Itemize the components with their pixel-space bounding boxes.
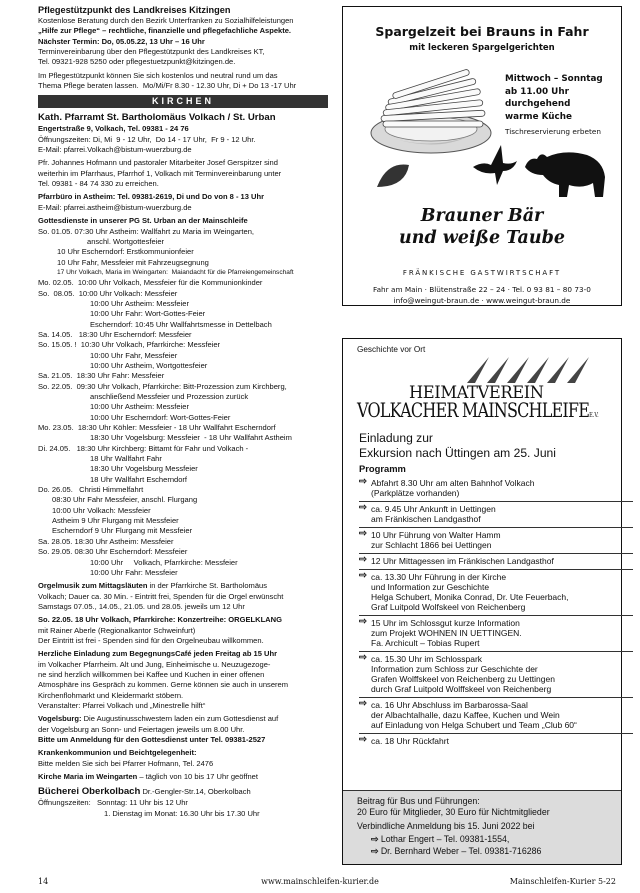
invitation-title: [359, 431, 556, 460]
invitation-line1: Einladung zur: [359, 431, 433, 445]
program-item: ⇨ ca. 16 Uhr Abschluss im Barbarossa-Saal der Albachtalhalle, dazu Kaffee, Kuchen und Wein auf Einladung von Helga Schubert und Team „Club 60“: [359, 698, 577, 730]
leaf-icon: [373, 157, 413, 197]
restaurant-address: [343, 284, 621, 306]
fee-box: [343, 790, 621, 864]
gd-line: 10 Uhr Fahr, Messfeier mit Fahrzeugsegnung: [57, 257, 209, 267]
arrow-icon: ⇨: [359, 616, 367, 627]
gd-line: 10:00 Uhr Astheim: Messfeier: [90, 402, 189, 412]
gd-line: 10:00 Uhr Volkach: Messfeier: [52, 505, 151, 515]
orgel-line: Samstags 07.05., 14.05., 21.05. und 28.05. jeweils um 12 Uhr: [38, 601, 245, 611]
arrow-icon: ⇨: [359, 570, 367, 581]
program-item: ⇨ ca. 15.30 Uhr im Schlosspark Information zum Schloss zur Geschichte der Grafen Wolffskeel von Reichenberg zu Uettingen durch Graf Luitpold Wolffskeel von Reichenberg: [359, 652, 555, 694]
restaurant-name-line1: Brauner Bär: [420, 206, 544, 226]
gd-line: Sa. 28.05. 18:30 Uhr Astheim: Messfeier: [38, 536, 174, 546]
cafe-line: Veranstalter: Pfarrei Volkach und „Minestrelle hilft“: [38, 700, 206, 710]
gd-line: So. 22.05. 09:30 Uhr Volkach, Pfarrkirche: Bitt-Prozession zum Kirchberg,: [38, 381, 287, 391]
vogelsburg-line: Die Augustinusschwestern laden ein zum Gottesdienst auf: [83, 714, 279, 724]
dove-icon: [469, 141, 519, 187]
ad-header: Geschichte vor Ort: [357, 345, 426, 354]
konzert-line: mit Rainer Aberle (Regionalkantor Schweinfurt): [38, 625, 196, 635]
konzert-line: Der Eintritt ist frei - Spenden sind für den Orgelneubau willkommen.: [38, 635, 264, 645]
gd-line: 17 Uhr Volkach, Maria im Weingarten: Maiandacht für die Pfarreiengemeinschaft: [57, 268, 294, 276]
gd-line: 10:00 Uhr Volkach, Pfarrkirche: Messfeier: [90, 557, 238, 567]
gd-line: 18 Uhr Wallfahrt Fahr: [90, 454, 162, 464]
gd-line: 10:00 Uhr Fahr: Wort-Gottes-Feier: [90, 309, 206, 319]
vogelsburg-heading: Vogelsburg:: [38, 714, 82, 724]
buecherei-line: 1. Dienstag im Monat: 16.30 Uhr bis 17.30 Uhr: [104, 808, 260, 818]
pfarramt-line: weiterhin im Pfarrhaus, Pfarrhof 1, Volkach mit Terminvereinbarung unter: [38, 168, 282, 178]
pfarramt-line: Pfr. Johannes Hofmann und pastoraler Mitarbeiter Josef Gerspitzer sind: [38, 158, 278, 168]
cafe-line: Kirchenflohmarkt und Kleidermarkt stöbern.: [38, 690, 184, 700]
gd-line: Sa. 21.05. 18:30 Uhr Fahr: Messfeier: [38, 371, 165, 381]
cafe-line: Atmosphäre ins Gespräch zu kommen. Gerne können sie auch in unserem: [38, 680, 289, 690]
gd-line: So. 08.05. 10:00 Uhr Volkach: Messfeier: [38, 288, 178, 298]
gottesdienste-heading: Gottesdienste in unserer PG St. Urban an der Mainschleife: [38, 216, 248, 226]
pfarrbuero-astheim: Pfarrbüro in Astheim: Tel. 09381-2619, Di und Do von 8 - 13 Uhr: [38, 192, 265, 202]
restaurant-tagline: FRÄNKISCHE GASTWIRTSCHAFT: [402, 269, 562, 277]
pfarrbuero-email: E-Mail: pfarrei.astheim@bistum-wuerzburg.de: [38, 202, 192, 212]
left-column: [38, 4, 328, 819]
restaurant-name-line2: und weiße Taube: [399, 228, 565, 248]
kirchen-banner: KIRCHEN: [38, 95, 328, 108]
ad-subtitle: mit leckeren Spargelgerichten: [409, 43, 555, 53]
gd-line: 10:00 Uhr Astheim: Messfeier: [90, 298, 189, 308]
arrow-icon: ⇨: [371, 834, 379, 844]
footer-url: www.mainschleifen-kurier.de: [261, 877, 379, 886]
gd-line: Di. 24.05. 18:30 Uhr Kirchberg: Bittamt für Fahr und Volkach -: [38, 443, 249, 453]
program-heading: Programm: [359, 463, 406, 474]
reservation-note: Tischreservierung erbeten: [505, 127, 601, 136]
pflege-line: Terminvereinbarung über den Pflegestützpunkt des Landkreises KT,: [38, 47, 265, 57]
arrow-icon: ⇨: [359, 528, 367, 539]
contact-item: ⇨ Lothar Engert – Tel. 09381-1554,: [371, 834, 510, 844]
program-item: ⇨ 12 Uhr Mittagessen im Fränkischen Landgasthof: [359, 554, 554, 566]
arrow-icon: ⇨: [359, 734, 367, 745]
program-item: ⇨ 10 Uhr Führung von Walter Hamm zur Schlacht 1866 bei Uettingen: [359, 528, 501, 550]
gd-line: 10:00 Uhr Fahr: Messfeier: [90, 567, 178, 577]
arrow-icon: ⇨: [359, 554, 367, 565]
deadline-text: Verbindliche Anmeldung bis 15. Juni 2022 bei: [357, 821, 535, 831]
gd-line: 10:00 Uhr Escherndorf: Wort-Gottes-Feier: [90, 412, 231, 422]
konzert-heading: So. 22.05. 18 Uhr Volkach, Pfarrkirche: Konzertreihe: ORGELKLANG: [38, 615, 282, 625]
pflege-line: Tel. 09321-928 5250 oder pflegestuetzpunkt@kitzingen.de.: [38, 57, 236, 67]
program-list: [359, 478, 617, 746]
fee-line: 20 Euro für Mitglieder, 30 Euro für Nichtmitglieder: [357, 807, 550, 817]
orgel-line: Volkach; Dauer ca. 30 Min. - Eintritt frei, Spenden für die Orgel erwünscht: [38, 591, 284, 601]
hours-line: warme Küche: [505, 111, 572, 122]
gd-line: 18 Uhr Wallfahrt Escherndorf: [90, 474, 188, 484]
buecherei-line: Öffnungszeiten: Sonntag: 11 Uhr bis 12 Uhr: [38, 798, 188, 808]
program-item: ⇨ ca. 13.30 Uhr Führung in der Kirche und Information zur Geschichte Helga Schubert, Monika Conrad, Dr. Ute Feuerbach, Graf Luitpold Wolfskeel von Reichenberg: [359, 570, 569, 612]
gd-line: So. 29.05. 08:30 Uhr Escherndorf: Messfeier: [38, 547, 188, 557]
logo-line2-text: VOLKACHER MAINSCHLEIFE: [357, 399, 590, 422]
arrow-icon: ⇨: [371, 846, 379, 856]
fee-text: [357, 796, 550, 818]
pflege-heading: Pflegestützpunkt des Landkreises Kitzingen: [38, 5, 231, 15]
pfarramt-line: Öffnungszeiten: Di, Mi 9 - 12 Uhr, Do 14 - 17 Uhr, Fr 9 - 12 Uhr.: [38, 134, 256, 144]
hours-line: ab 11.00 Uhr: [505, 86, 569, 97]
bear-icon: [519, 147, 611, 203]
maria-line: – täglich von 10 bis 17 Uhr geöffnet: [137, 772, 258, 782]
logo-line1: HEIMATVEREIN: [409, 383, 544, 402]
spargel-ad: [342, 6, 622, 306]
arrow-icon: ⇨: [359, 502, 367, 513]
contact-list: [371, 833, 541, 857]
pfarramt-address: Engertstraße 9, Volkach, Tel. 09381 - 24 76: [38, 124, 189, 134]
vogelsburg-line: Bitte um Anmeldung für den Gottesdienst unter Tel. 09381-2527: [38, 735, 266, 744]
gd-line: Do. 26.05. Christi Himmelfahrt: [38, 485, 144, 495]
gd-line: Mo. 23.05. 18:30 Uhr Köhler: Messfeier - 18 Uhr Wallfahrt Escherndorf: [38, 423, 276, 433]
invitation-line2: Exkursion nach Üttingen am 25. Juni: [359, 445, 556, 460]
opening-hours: [505, 73, 603, 139]
pfarramt-line: Tel. 09381 - 84 74 330 zu erreichen.: [38, 179, 159, 189]
program-item: ⇨ 15 Uhr im Schlossgut kurze Information zum Projekt WOHNEN IN UETTINGEN. Fa. Archicult – Tobias Rupert: [359, 616, 522, 648]
orgel-heading: Orgelmusik zum Mittagsläuten: [38, 581, 148, 591]
pflege-line: Thema Pflege beraten lassen. Mo/Mi/Fr 8.30 - 12.30 Uhr, Di + Do 13 -17 Uhr: [38, 81, 297, 91]
orgel-line: in der Pfarrkirche St. Bartholomäus: [149, 581, 268, 591]
logo-line2: [357, 399, 617, 422]
gd-line: Mo. 02.05. 10:00 Uhr Volkach, Messfeier für die Kommunionkinder: [38, 278, 263, 288]
arrow-icon: ⇨: [359, 652, 367, 663]
arrow-icon: ⇨: [359, 476, 367, 487]
gd-line: Escherndorf: 10:45 Uhr Wallfahrtsmesse in Dettelbach: [90, 319, 272, 329]
gd-line: 18:30 Uhr Vogelsburg: Messfeier - 18 Uhr Wallfahrt Astheim: [90, 433, 292, 443]
heimatverein-ad: [342, 338, 622, 865]
hours-line: Mittwoch – Sonntag: [505, 74, 603, 84]
cafe-line: im Volkacher Pfarrheim. Alt und Jung, Einheimische u. Neuzugezoge-: [38, 659, 271, 669]
footer-issue: Mainschleifen-Kurier 5-22: [509, 877, 616, 886]
address-line: Fahr am Main · Blütenstraße 22 – 24 · Tel. 0 93 81 – 80 73-0: [373, 285, 591, 294]
gd-line: Astheim 9 Uhr Flurgang mit Messfeier: [52, 516, 179, 526]
buecherei-address: Dr.-Gengler-Str.14, Oberkolbach: [140, 787, 251, 797]
fee-line: Beitrag für Bus und Führungen:: [357, 796, 480, 806]
logo-ev: E.V.: [589, 412, 599, 420]
cafe-heading: Herzliche Einladung zum BegegnungsCafé jeden Freitag ab 15 Uhr: [38, 649, 278, 659]
restaurant-name: [343, 205, 621, 249]
gd-line: So. 01.05. 07:30 Uhr Astheim: Wallfahrt zu Maria im Weingarten,: [38, 226, 255, 236]
vogelsburg-line: der Vogelsburg an Sonn- und Feiertagen jeweils um 8.00 Uhr.: [38, 724, 245, 734]
arrow-icon: ⇨: [359, 698, 367, 709]
cafe-line: ne sind herzlich willkommen bei Kaffee und Kuchen in einer offenen: [38, 669, 265, 679]
hours-line: durchgehend: [505, 99, 571, 109]
pflege-line: Kostenlose Beratung durch den Bezirk Unterfranken zu Sozialhilfeleistungen: [38, 16, 294, 25]
gd-line: 10:00 Uhr Astheim, Wortgottesfeier: [90, 360, 208, 370]
gd-line: Escherndorf 9 Uhr Flurgang mit Messfeier: [52, 526, 193, 536]
gd-line: 10 Uhr Escherndorf: Erstkommunionfeier: [57, 247, 194, 257]
contact-line: info@weingut-braun.de · www.weingut-braun.de: [393, 296, 571, 305]
contact-item: ⇨ Dr. Bernhard Weber – Tel. 09381-716286: [371, 846, 542, 856]
program-item: ⇨ ca. 9.45 Uhr Ankunft in Uettingen am Fränkischen Landgasthof: [359, 502, 496, 524]
gd-line: anschließend Messfeier und Prozession zurück: [90, 392, 249, 401]
page-number: 14: [38, 877, 49, 886]
pfarramt-heading: Kath. Pfarramt St. Bartholomäus Volkach / St. Urban: [38, 112, 276, 124]
program-item: ⇨ Abfahrt 8.30 Uhr am alten Bahnhof Volkach (Parkplätze vorhanden): [359, 476, 535, 498]
gd-line: 10:00 Uhr Fahr, Messfeier: [90, 350, 178, 360]
gd-line: 08:30 Uhr Fahr Messfeier, anschl. Flurgang: [52, 495, 198, 505]
gd-line: Sa. 14.05. 18:30 Uhr Escherndorf: Messfeier: [38, 329, 192, 339]
pflege-line: Im Pflegestützpunkt können Sie sich kostenlos und neutral rund um das: [38, 70, 278, 80]
program-item: ⇨ ca. 18 Uhr Rückfahrt: [359, 734, 449, 746]
vine-logo-icon: [467, 353, 607, 383]
pflege-line: „Hilfe zur Pflege“ – rechtliche, finanzielle und pflegefachliche Aspekte.: [38, 26, 292, 36]
gd-line: So. 15.05. ! 10:30 Uhr Volkach, Pfarrkirche: Messfeier: [38, 340, 221, 350]
pfarramt-email: E-Mail: pfarrei.Volkach@bistum-wuerzburg.de: [38, 145, 192, 155]
kranken-heading: Krankenkommunion und Beichtgelegenheit:: [38, 748, 197, 758]
maria-heading: Kirche Maria im Weingarten: [38, 772, 138, 782]
buecherei-heading: Bücherei Oberkolbach: [38, 786, 141, 798]
pflege-next-date: Nächster Termin: Do, 05.05.22, 13 Uhr – 16 Uhr: [38, 36, 205, 46]
kranken-line: Bitte melden Sie sich bei Pfarrer Hofmann, Tel. 2476: [38, 758, 214, 768]
gd-line: anschl. Wortgottesfeier: [87, 236, 165, 246]
ad-title: Spargelzeit bei Brauns in Fahr: [375, 24, 589, 39]
gd-line: 18:30 Uhr Vogelsburg Messfeier: [90, 464, 198, 474]
